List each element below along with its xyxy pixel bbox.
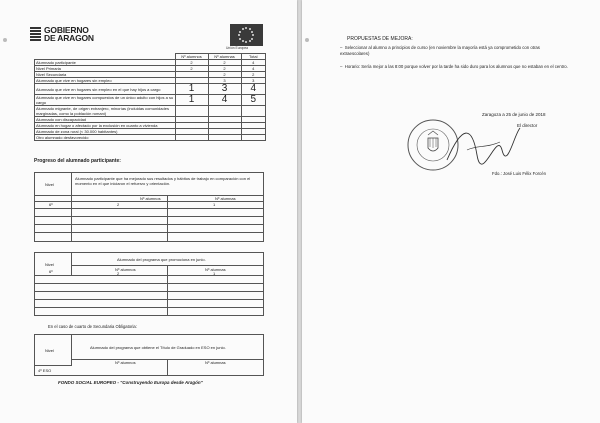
eu-star-icon <box>242 40 244 42</box>
box1-col-alumnos: Nº alumnos <box>140 196 161 201</box>
eu-star-icon <box>251 38 253 40</box>
row-value-t: 3 <box>241 78 266 84</box>
row-value-a: 2 <box>175 66 208 72</box>
box2-level: 6º <box>49 269 53 274</box>
logo-line-1: GOBIERNO <box>44 25 89 35</box>
box3-col-alumnas: Nº alumnas <box>205 360 226 365</box>
participants-table <box>34 53 266 141</box>
row-value-t: 5 <box>241 95 266 106</box>
box1-value-alumnos: 2 <box>117 202 120 207</box>
col-header-alumnas: Nº alumnas <box>208 54 241 60</box>
table-row <box>35 95 266 106</box>
row-value-a: 1 <box>175 95 208 106</box>
row-value-b: 3 <box>208 84 241 95</box>
row-value-t: 2 <box>241 72 266 78</box>
progress-box-2 <box>34 252 264 316</box>
logo-line-2: DE ARAGON <box>44 33 94 43</box>
row-label: Alumnado en hogar o afectado por la exclusión en cuanto a vivienda <box>35 123 176 129</box>
row-value-t: 4 <box>241 60 266 66</box>
row-value-b: 2 <box>208 66 241 72</box>
row-label: Alumnado con discapacidad <box>35 117 176 123</box>
eu-star-icon <box>238 34 240 36</box>
row-label: Alumnado que vive en hogares sin empleo en el que hay hijos a cargo <box>35 84 176 95</box>
signature-date: Zaragoza a 25 de junio de 2018 <box>482 112 546 117</box>
improvement-text-1: Seleccionar al alumno a principios de curso (en noviembre la mayoría está ya comprometido con otras extraescolares) <box>340 45 540 56</box>
punch-hole <box>305 38 309 42</box>
progress-title: Progreso del alumnado participante: <box>34 158 121 164</box>
table-row <box>35 106 266 117</box>
box2-description: Alumnado del programa que promociona en junio. <box>117 257 206 262</box>
eu-star-icon <box>239 38 241 40</box>
row-value-b: 3 <box>208 78 241 84</box>
document-page-2 <box>302 0 600 423</box>
aragon-stripes-icon <box>30 27 41 41</box>
eu-star-icon <box>242 28 244 30</box>
table-row <box>35 135 266 141</box>
box1-col-alumnas: Nº alumnas <box>215 196 236 201</box>
nivel-label: Nivel <box>45 348 54 353</box>
eu-star-icon <box>239 31 241 33</box>
nivel-label: Nivel <box>45 262 54 267</box>
director-role: El director <box>517 123 538 128</box>
progress-box-3 <box>34 334 264 376</box>
row-label: Alumnado participante <box>35 60 176 66</box>
box2-col-alumnos: Nº alumnos <box>115 267 136 272</box>
nivel-label: Nivel <box>45 182 54 187</box>
signatory-name: Fdo.: José Luis Félix Forcén <box>492 171 546 176</box>
row-label: Alumnado de zona rural (< 30.000 habitantes) <box>35 129 176 135</box>
row-value-b: 4 <box>208 95 241 106</box>
row-label: Nivel Secundaria <box>35 72 176 78</box>
row-value-b: 2 <box>208 72 241 78</box>
box3-level: 4º ESO <box>38 368 52 373</box>
row-value-a <box>175 135 208 141</box>
box2-value-alumnos: 2 <box>117 271 120 276</box>
punch-hole <box>3 38 7 42</box>
row-value-b: 2 <box>208 60 241 66</box>
table-row <box>35 84 266 95</box>
eu-label: Unión Europea <box>226 46 248 50</box>
gobierno-aragon-logo <box>30 26 94 42</box>
row-label: Alumnado migrante, de origen extranjero, minorías (incluidas comunidades marginadas, como la población romaní) <box>35 106 176 117</box>
box2-value-alumnas: 1 <box>213 271 216 276</box>
row-value-a: 2 <box>175 60 208 66</box>
handwritten-signature <box>442 120 522 170</box>
row-value-t <box>241 135 266 141</box>
col-header-alumnos: Nº alumnos <box>175 54 208 60</box>
eu-star-icon <box>245 41 247 43</box>
progress-box-1 <box>34 172 264 242</box>
box2-col-alumnas: Nº alumnas <box>205 267 226 272</box>
box1-value-alumnas: 1 <box>213 202 216 207</box>
row-value-a: 1 <box>175 84 208 95</box>
footer: FONDO SOCIAL EUROPEO - "Construyendo Europa desde Aragón" <box>58 380 203 385</box>
improvement-item-1: – Seleccionar al alumno a principios de curso (en noviembre la mayoría está ya comprometido con otras extraescolares) <box>340 45 540 56</box>
row-label: Alumnado que vive en hogares sin empleo <box>35 78 176 84</box>
row-value-t <box>241 106 266 117</box>
row-value-t: 4 <box>241 84 266 95</box>
box1-level: 6º <box>49 202 53 207</box>
improvement-text-2: Horario: Sería mejor a las 8:00 porque volver por la tarde ha sido duro para los alumnos que no estaban en el centro. <box>344 64 568 69</box>
eu-star-icon <box>252 34 254 36</box>
eu-star-icon <box>249 28 251 30</box>
eso-title: En el caso de cuarto de Secundaria Obligatoria: <box>48 324 137 329</box>
row-label: Otro alumnado desfavorecido <box>35 135 176 141</box>
box3-col-alumnos: Nº alumnos <box>115 360 136 365</box>
document-page-1 <box>0 0 297 423</box>
improvements-heading: PROPUESTAS DE MEJORA: <box>347 36 413 42</box>
col-header-total: Total <box>241 54 266 60</box>
row-value-t: 4 <box>241 66 266 72</box>
box3-description: Alumnado del programa que obtiene el Título de Graduado en ESO en junio. <box>90 345 226 350</box>
row-value-a <box>175 106 208 117</box>
eu-star-icon <box>249 40 251 42</box>
row-value-b <box>208 106 241 117</box>
eu-flag-icon <box>230 24 263 46</box>
eu-star-icon <box>245 27 247 29</box>
row-label: Nivel Primaria <box>35 66 176 72</box>
improvement-item-2: – Horario: Sería mejor a las 8:00 porque volver por la tarde ha sido duro para los alumnos que no estaban en el centro. <box>340 64 568 69</box>
row-value-b <box>208 135 241 141</box>
box1-description: Alumnado participante que ha mejorado sus resultados y hábitos de trabajo en comparación con el momento en el que iniciaron el refuerzo y orientación. <box>75 176 251 186</box>
row-label: Alumnado que vive en hogares compuestos de un único adulto con hijos a su cargo <box>36 95 174 105</box>
eu-star-icon <box>251 31 253 33</box>
